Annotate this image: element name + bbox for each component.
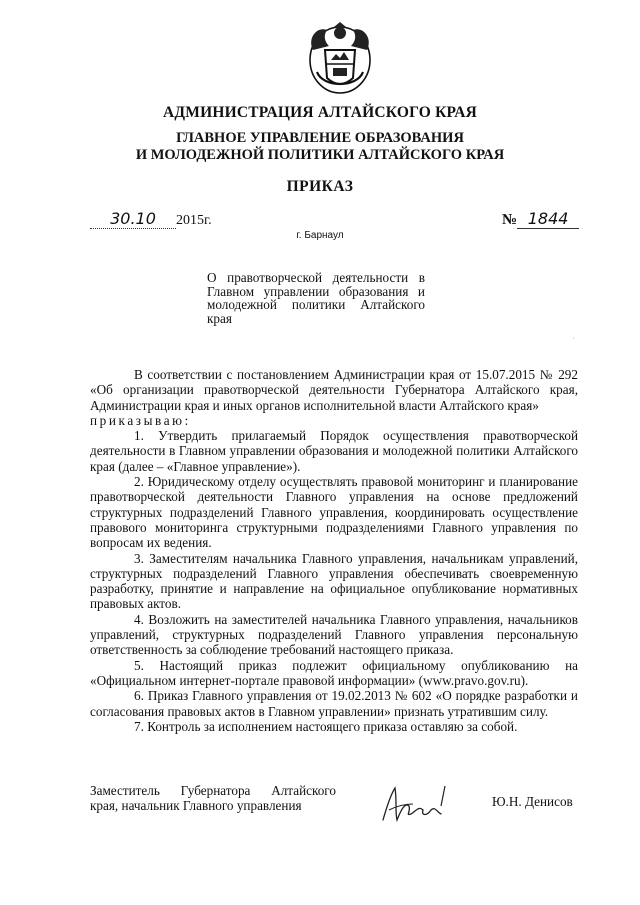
date-year: 2015г. [176, 213, 212, 228]
department-title-line-2: И МОЛОДЕЖНОЙ ПОЛИТИКИ АЛТАЙСКОГО КРАЯ [135, 147, 505, 163]
organization-title: АДМИНИСТРАЦИЯ АЛТАЙСКОГО КРАЯ [162, 104, 478, 121]
document-body [90, 367, 578, 734]
order-item-6: 6. Приказ Главного управления от 19.02.2013 № 602 «О порядке разработки и согласования правовых актов в Главном управлении» признать утратившим силу. [90, 688, 578, 719]
document-subject: О правотворческой деятельности в Главном управлении образования и молодежной политики Алтайского края [207, 270, 425, 326]
order-word-paragraph [90, 413, 578, 428]
document-date [90, 209, 212, 229]
order-item-5: 5. Настоящий приказ подлежит официальному опубликованию на «Официальном интернет-портале правовой информации» (www.pravo.gov.ru). [90, 657, 578, 688]
handwritten-number: 1844 [517, 209, 579, 229]
signatory-title-line-2: края, начальник Главного управления [90, 798, 302, 813]
intro-paragraph [90, 367, 578, 413]
order-item-7: 7. Контроль за исполнением настоящего приказа оставляю за собой. [134, 718, 518, 734]
coat-of-arms-emblem [303, 20, 377, 96]
intro-text: В соответствии с постановлением Администрации края от 15.07.2015 № 292 «Об организации правотворческой деятельности Губернатора Алтайского края, Администрации края и иных органов исполнительной власти Алтайского края» [90, 367, 578, 413]
signatory-title-line-1: Заместитель Губернатора Алтайского [90, 783, 336, 798]
signatory-name: Ю.Н. Денисов [492, 794, 573, 809]
handwritten-date: 30.10 [90, 209, 176, 229]
city-label: г. Барнаул [296, 230, 344, 241]
handwritten-signature [375, 780, 455, 828]
scan-mark: · [572, 334, 575, 343]
order-word: приказываю: [90, 412, 191, 428]
department-title-line-1: ГЛАВНОЕ УПРАВЛЕНИЕ ОБРАЗОВАНИЯ [176, 130, 464, 146]
department-title [0, 130, 640, 164]
number-sign: № [502, 212, 518, 228]
order-item-2: 2. Юридическому отделу осуществлять правовой мониторинг и планирование правотворческой деятельности Главного управления на основе предложений структурных подразделений Главного управления, координировать осуществление правового мониторинга структурными подразделениями Главного управления по вопросам их ведения. [90, 474, 578, 551]
order-item-3: 3. Заместителям начальника Главного управления, начальникам управлений, структурных подразделений Главного управления обеспечивать своевременную разработку, принятие и направление на официальное опубликование нормативных правовых актов. [90, 550, 578, 612]
document-type-title: ПРИКАЗ [286, 178, 354, 195]
order-item-4: 4. Возложить на заместителей начальника Главного управления, начальников управлений, структурных подразделений Главного управления персональную ответственность за соблюдение требований настоящего приказа. [90, 611, 578, 658]
order-item-1: 1. Утвердить прилагаемый Порядок осуществления правотворческой деятельности в Главном управлении образования и молодежной политики Алтайского края (далее – «Главное управление»). [90, 428, 578, 474]
document-number [502, 209, 579, 229]
